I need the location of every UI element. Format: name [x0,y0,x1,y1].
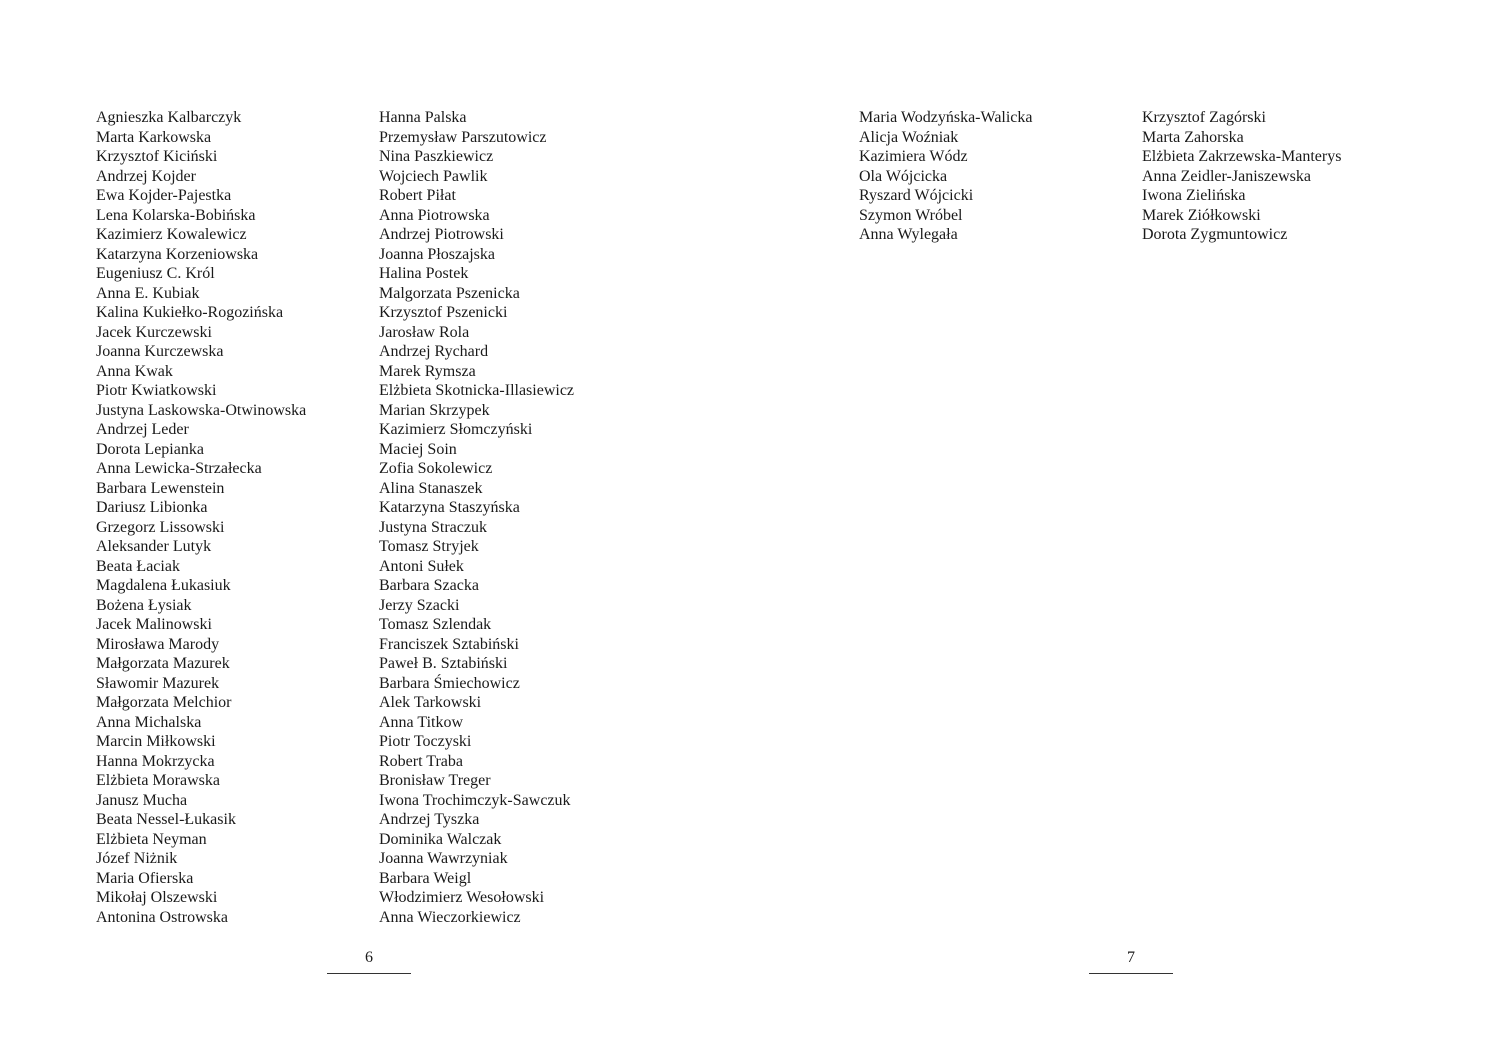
name-entry: Mikołaj Olszewski [96,889,218,906]
name-entry: Dorota Zygmuntowicz [1142,226,1288,243]
name-entry: Elżbieta Neyman [96,830,207,848]
name-entry: Barbara Śmiechowicz [379,674,520,692]
name-entry: Robert Traba [379,752,463,770]
name-entry: Wojciech Pawlik [379,167,488,185]
name-entry: Kalina Kukiełko-Rogozińska [96,304,284,321]
name-entry: Franciszek Sztabiński [379,635,519,653]
name-entry: Magdalena Łukasiuk [96,577,231,594]
name-list-column [96,108,306,927]
name-entry: Andrzej Tyszka [379,811,480,828]
name-entry: Kazimierz Kowalewicz [96,226,247,243]
name-entry: Anna Wylegała [859,226,958,243]
page-number-rule [1089,973,1173,974]
name-entry: Dorota Lepianka [96,440,204,458]
name-entry: Anna Piotrowska [379,206,490,224]
name-entry: Barbara Weigl [379,869,472,887]
name-entry: Jacek Malinowski [96,616,212,633]
name-entry: Marta Zahorska [1142,128,1244,146]
name-entry: Nina Paszkiewicz [379,148,494,165]
name-entry: Marcin Miłkowski [96,733,216,750]
name-entry: Ryszard Wójcicki [859,187,974,204]
name-entry: Ola Wójcicka [859,167,948,185]
name-entry: Antonina Ostrowska [96,908,228,926]
name-entry: Grzegorz Lissowski [96,518,225,536]
name-entry: Bronisław Treger [379,772,491,789]
name-entry: Andrzej Rychard [379,343,489,360]
name-entry: Marek Ziółkowski [1142,206,1261,224]
name-entry: Antoni Sułek [379,557,464,575]
name-entry: Elżbieta Skotnicka-Illasiewicz [379,382,575,399]
name-entry: Piotr Kwiatkowski [96,382,217,399]
name-entry: Anna Zeidler-Janiszewska [1142,167,1311,185]
name-entry: Dominika Walczak [379,830,502,848]
name-entry: Aleksander Lutyk [96,538,212,555]
name-entry: Kazimierz Słomczyński [379,421,533,438]
name-entry: Beata Nessel-Łukasik [96,811,236,828]
name-entry: Lena Kolarska-Bobińska [96,206,256,224]
name-entry: Zofia Sokolewicz [379,460,493,477]
name-entry: Justyna Laskowska-Otwinowska [96,401,307,419]
name-entry: Małgorzata Melchior [96,694,232,711]
name-entry: Agnieszka Kalbarczyk [96,109,242,126]
name-entry: Małgorzata Mazurek [96,655,230,672]
page-number: 6 [365,949,373,966]
name-entry: Piotr Toczyski [379,733,472,750]
name-entry: Anna Michalska [96,713,202,731]
name-entry: Jacek Kurczewski [96,323,212,341]
name-entry: Jerzy Szacki [379,596,460,614]
name-entry: Andrzej Piotrowski [379,226,504,243]
name-entry: Sławomir Mazurek [96,674,220,692]
name-entry: Malgorzata Pszenicka [379,284,520,302]
name-entry: Barbara Szacka [379,577,479,594]
name-entry: Mirosława Marody [96,635,220,653]
name-list-column [859,108,1033,245]
name-entry: Iwona Trochimczyk-Sawczuk [379,791,571,809]
name-entry: Paweł B. Sztabiński [379,655,508,672]
name-entry: Tomasz Szlendak [379,616,492,633]
name-entry: Ewa Kojder-Pajestka [96,187,232,204]
name-entry: Tomasz Stryjek [379,538,479,555]
name-entry: Józef Niżnik [96,850,178,867]
name-entry: Anna E. Kubiak [96,284,200,302]
name-entry: Joanna Wawrzyniak [379,850,508,867]
name-entry: Joanna Płoszajska [379,245,495,263]
name-entry: Hanna Mokrzycka [96,752,215,770]
name-entry: Elżbieta Morawska [96,772,220,789]
name-list-column [1142,108,1341,245]
name-entry: Krzysztof Pszenicki [379,304,508,321]
name-entry: Elżbieta Zakrzewska-Manterys [1142,148,1342,165]
name-entry: Justyna Straczuk [379,518,487,536]
name-entry: Barbara Lewenstein [96,479,225,497]
name-entry: Katarzyna Korzeniowska [96,245,259,263]
name-entry: Hanna Palska [379,109,467,126]
name-entry: Marta Karkowska [96,128,212,146]
name-entry: Katarzyna Staszyńska [379,499,520,516]
name-entry: Jarosław Rola [379,323,470,341]
name-entry: Krzysztof Kiciński [96,148,218,165]
name-entry: Przemysław Parszutowicz [379,128,547,146]
name-list-column [379,108,574,927]
name-entry: Dariusz Libionka [96,499,208,516]
name-entry: Andrzej Kojder [96,167,196,185]
name-entry: Beata Łaciak [96,557,180,575]
page-number-rule [327,973,411,974]
name-entry: Alek Tarkowski [379,694,482,711]
name-entry: Joanna Kurczewska [96,343,224,360]
name-entry: Marek Rymsza [379,362,476,380]
name-entry: Marian Skrzypek [379,401,490,419]
name-entry: Halina Postek [379,265,469,282]
name-entry: Janusz Mucha [96,791,188,809]
name-entry: Kazimiera Wódz [859,148,968,165]
name-entry: Włodzimierz Wesołowski [379,889,545,906]
name-entry: Maria Wodzyńska-Walicka [859,109,1033,126]
name-entry: Szymon Wróbel [859,206,963,224]
name-entry: Anna Lewicka-Strzałecka [96,460,262,477]
name-entry: Alicja Woźniak [859,128,959,146]
name-entry: Robert Piłat [379,187,456,204]
name-entry: Anna Kwak [96,362,173,380]
right-page [750,0,1500,1039]
name-entry: Maria Ofierska [96,869,194,887]
page-number: 7 [1127,949,1135,966]
name-entry: Iwona Zielińska [1142,187,1246,204]
name-entry: Krzysztof Zagórski [1142,109,1266,126]
name-entry: Anna Wieczorkiewicz [379,908,521,926]
name-entry: Maciej Soin [379,440,457,458]
name-entry: Alina Stanaszek [379,479,483,497]
name-entry: Andrzej Leder [96,421,189,438]
name-entry: Anna Titkow [379,713,464,731]
name-entry: Bożena Łysiak [96,596,192,614]
name-entry: Eugeniusz C. Król [96,265,215,282]
